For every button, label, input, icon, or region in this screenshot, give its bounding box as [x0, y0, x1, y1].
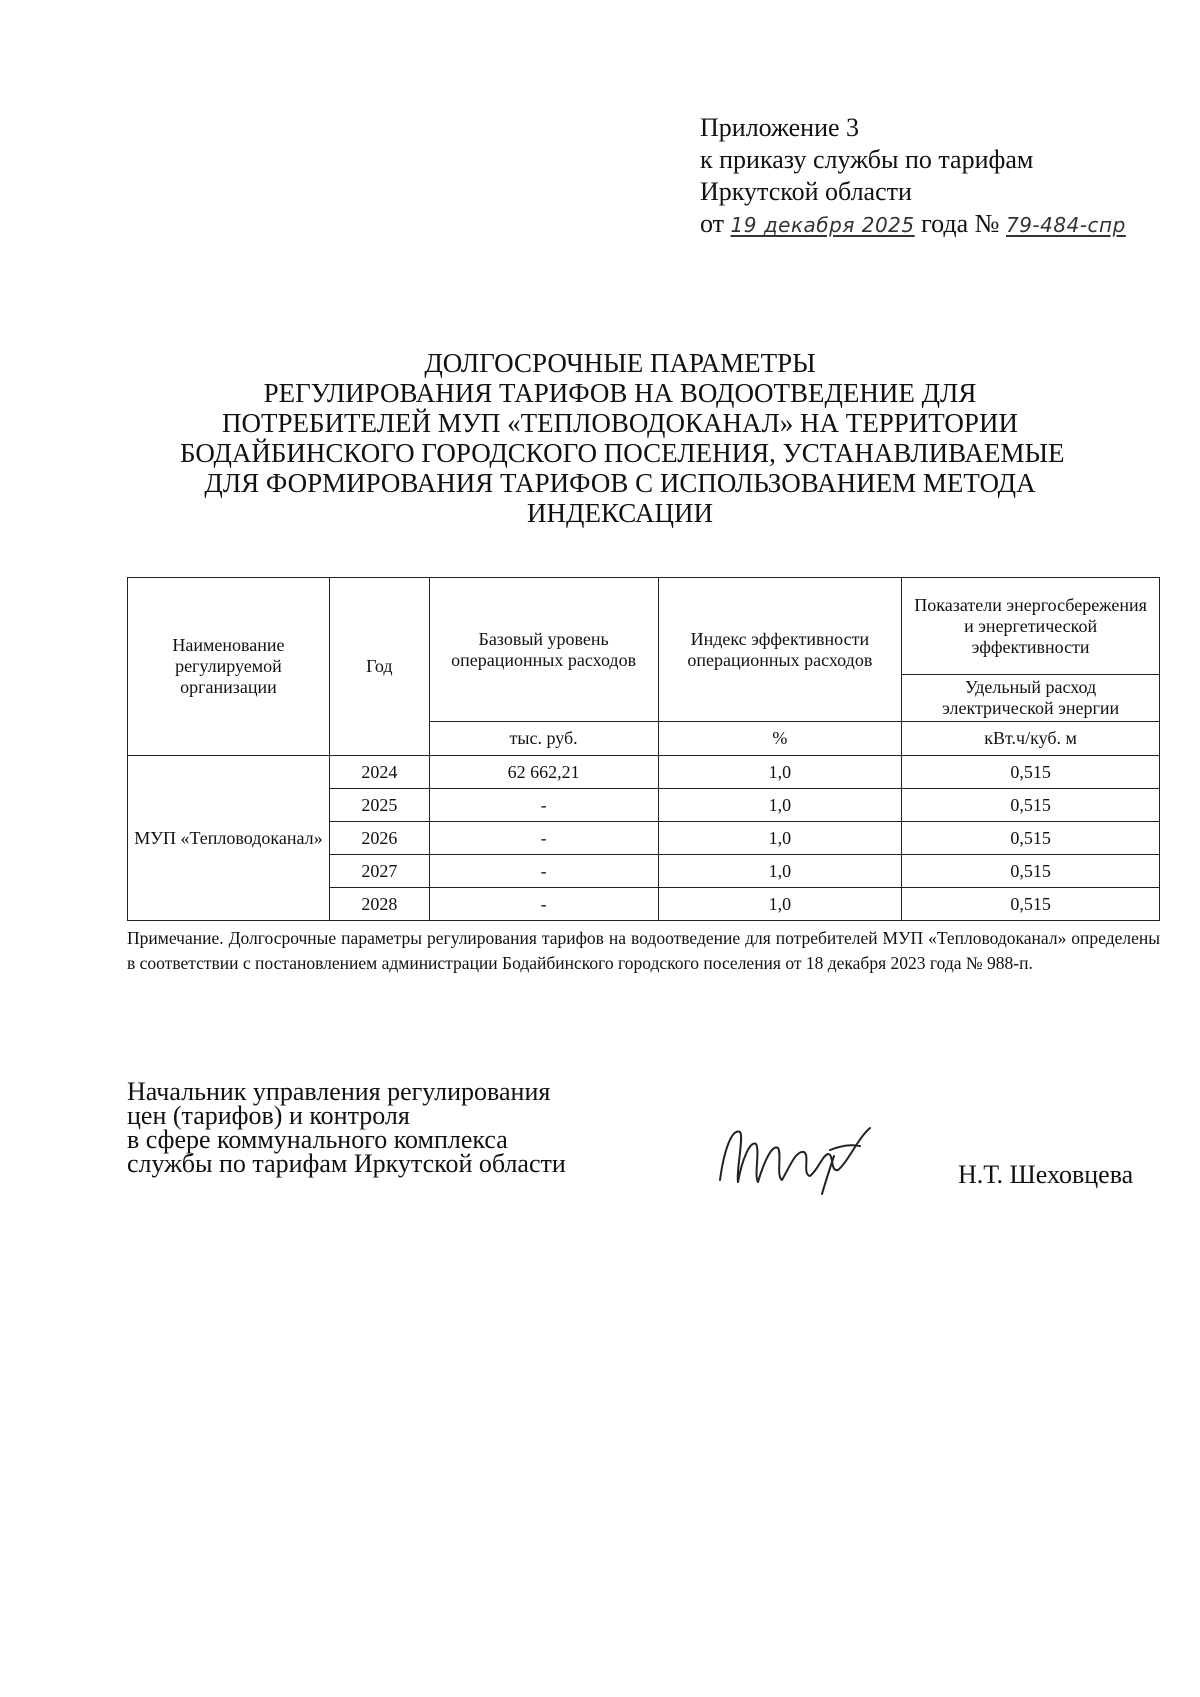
- row-year: 2024: [329, 756, 429, 789]
- signatory-position: [127, 1077, 566, 1178]
- position-line: в сфере коммунального комплекса: [127, 1125, 508, 1154]
- row-year: 2028: [329, 888, 429, 921]
- title-line: ДЛЯ ФОРМИРОВАНИЯ ТАРИФОВ С ИСПОЛЬЗОВАНИЕМ МЕТОДА: [204, 468, 1036, 498]
- row-efficiency-index: 1,0: [658, 756, 902, 789]
- header-specific-consumption: Удельный расход электрической энергии: [902, 675, 1160, 722]
- header-efficiency-index: Индекс эффективности операционных расходов: [658, 578, 902, 722]
- row-specific-consumption: 0,515: [902, 789, 1160, 822]
- position-line: цен (тарифов) и контроля: [127, 1101, 410, 1130]
- appendix-header: [700, 112, 1126, 241]
- handwritten-order-number: 79-484-спр: [1005, 213, 1126, 237]
- header-base-level: Базовый уровень операционных расходов: [429, 578, 658, 722]
- row-efficiency-index: 1,0: [658, 855, 902, 888]
- row-efficiency-index: 1,0: [658, 888, 902, 921]
- appendix-date-line: [700, 208, 1126, 241]
- appendix-region: Иркутской области: [700, 177, 912, 206]
- row-specific-consumption: 0,515: [902, 855, 1160, 888]
- row-base-level: 62 662,21: [429, 756, 658, 789]
- row-year: 2026: [329, 822, 429, 855]
- organization-name: МУП «Тепловодоканал»: [128, 756, 330, 921]
- signer-name: Н.Т. Шеховцева: [958, 1160, 1134, 1189]
- header-organization: Наименование регулируемой организации: [128, 578, 330, 756]
- unit-base-level: тыс. руб.: [429, 722, 658, 756]
- header-energy-indicators: Показатели энергосбережения и энергетической эффективности: [902, 578, 1160, 675]
- title-line: ДОЛГОСРОЧНЫЕ ПАРАМЕТРЫ: [424, 348, 816, 378]
- table-note: Примечание. Долгосрочные параметры регулирования тарифов на водоотведение для потребителей МУП «Тепловодоканал» определены в соответствии с постановлением администрации Бодайбинского городского поселения от 18 декабря 2023 года № 988-п.: [127, 928, 1160, 973]
- document-title: [180, 348, 1065, 528]
- appendix-order-ref: к приказу службы по тарифам: [700, 145, 1034, 174]
- row-base-level: -: [429, 822, 658, 855]
- row-base-level: -: [429, 789, 658, 822]
- row-specific-consumption: 0,515: [902, 888, 1160, 921]
- row-efficiency-index: 1,0: [658, 789, 902, 822]
- unit-specific-consumption: кВт.ч/куб. м: [902, 722, 1160, 756]
- title-line: ПОТРЕБИТЕЛЕЙ МУП «ТЕПЛОВОДОКАНАЛ» НА ТЕРРИТОРИИ: [222, 408, 1018, 438]
- title-line: БОДАЙБИНСКОГО ГОРОДСКОГО ПОСЕЛЕНИЯ, УСТАНАВЛИВАЕМЫЕ: [180, 438, 1065, 468]
- from-prefix: от: [700, 209, 725, 238]
- row-base-level: -: [429, 855, 658, 888]
- title-line: РЕГУЛИРОВАНИЯ ТАРИФОВ НА ВОДООТВЕДЕНИЕ ДЛЯ: [263, 378, 977, 408]
- header-year: Год: [329, 578, 429, 756]
- position-line: службы по тарифам Иркутской области: [127, 1149, 566, 1178]
- handwritten-signature: [710, 1110, 900, 1200]
- position-line: Начальник управления регулирования: [127, 1077, 551, 1106]
- tariff-parameters-table: [127, 577, 1160, 921]
- row-specific-consumption: 0,515: [902, 756, 1160, 789]
- row-year: 2025: [329, 789, 429, 822]
- handwritten-date: 19 декабря 2025: [730, 213, 915, 237]
- year-suffix: года №: [921, 209, 1000, 238]
- appendix-number: Приложение 3: [700, 113, 860, 142]
- title-line: ИНДЕКСАЦИИ: [527, 498, 713, 528]
- row-specific-consumption: 0,515: [902, 822, 1160, 855]
- unit-efficiency-index: %: [658, 722, 902, 756]
- row-year: 2027: [329, 855, 429, 888]
- table-row: [128, 756, 1160, 789]
- row-base-level: -: [429, 888, 658, 921]
- row-efficiency-index: 1,0: [658, 822, 902, 855]
